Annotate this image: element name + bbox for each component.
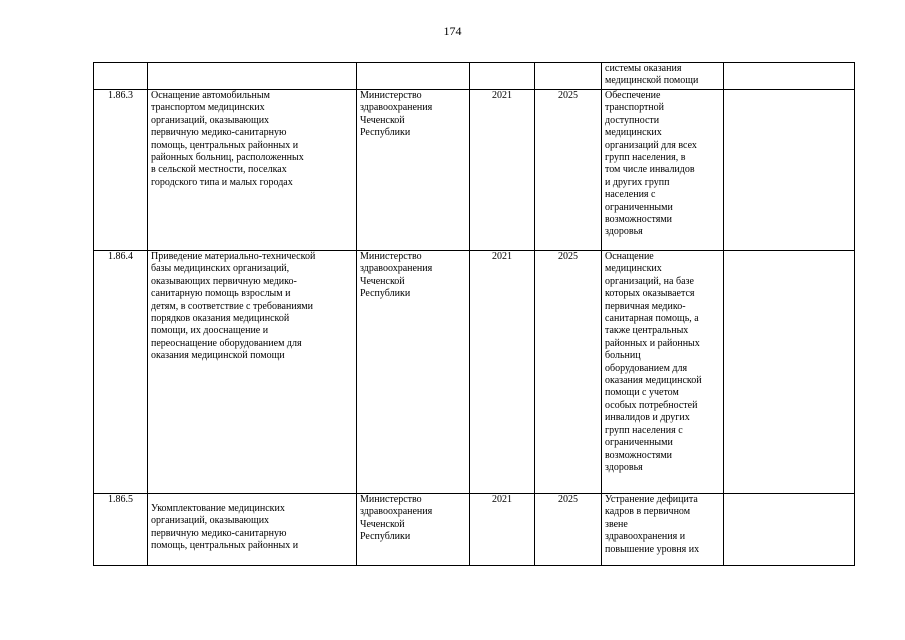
cell-line: порядков оказания медицинской xyxy=(151,313,290,325)
task-cell xyxy=(148,63,357,90)
row-number: 1.86.3 xyxy=(94,90,148,251)
cell-line: организаций для всех xyxy=(605,139,697,151)
cell-line: транспортом медицинских xyxy=(151,102,265,114)
result-cell xyxy=(602,90,724,251)
cell-line: санитарную помощь взрослым и xyxy=(151,288,291,300)
start-year: 2021 xyxy=(470,251,535,494)
cell-line: Министерство xyxy=(360,251,422,262)
cell-line: Приведение материально-технической xyxy=(151,251,316,262)
cell-line: организаций, оказывающих xyxy=(151,515,270,527)
table-row xyxy=(94,251,855,494)
cell-line: помощи с учетом xyxy=(605,387,679,399)
measures-table xyxy=(93,62,855,566)
start-year: 2021 xyxy=(470,494,535,566)
cell-line: повышение уровня их xyxy=(605,543,700,555)
cell-line: Укомплектование медицинских xyxy=(151,503,285,514)
row-number xyxy=(94,63,148,90)
cell-line: Республики xyxy=(360,288,411,300)
table-row xyxy=(94,63,855,90)
cell-line: кадров в первичном xyxy=(605,506,691,518)
executor-cell xyxy=(357,494,470,566)
cell-line: Чеченской xyxy=(360,114,405,126)
cell-line: транспортной xyxy=(605,102,665,114)
cell-line: помощь, центральных районных и xyxy=(151,139,299,151)
cell-line: Министерство xyxy=(360,494,422,505)
task-cell xyxy=(148,494,357,566)
note-cell xyxy=(724,494,855,566)
cell-line: медицинской помощи xyxy=(605,75,699,87)
cell-line: санитарная помощь, а xyxy=(605,313,699,325)
cell-line: возможностями xyxy=(605,214,673,226)
cell-line: также центральных xyxy=(605,325,689,337)
cell-line: Чеченской xyxy=(360,518,405,530)
cell-line: Чеченской xyxy=(360,275,405,287)
cell-line: городского типа и малых городах xyxy=(151,176,293,188)
row-number: 1.86.5 xyxy=(94,494,148,566)
start-year: 2021 xyxy=(470,90,535,251)
cell-line: Оснащение xyxy=(605,251,654,262)
cell-line: помощь, центральных районных и xyxy=(151,540,299,552)
row-number: 1.86.4 xyxy=(94,251,148,494)
cell-line: групп населения с xyxy=(605,424,683,436)
note-cell xyxy=(724,251,855,494)
end-year xyxy=(535,63,602,90)
executor-cell xyxy=(357,251,470,494)
cell-line: медицинских xyxy=(605,263,662,275)
cell-line: районных и районных xyxy=(605,337,700,349)
cell-line: том числе инвалидов xyxy=(605,164,695,176)
cell-line: системы оказания xyxy=(605,63,682,74)
executor-cell xyxy=(357,90,470,251)
cell-line: переоснащение оборудованием для xyxy=(151,337,302,349)
cell-line: звене xyxy=(605,518,628,530)
cell-line: Обеспечение xyxy=(605,90,661,101)
cell-line: первичную медико-санитарную xyxy=(151,127,287,139)
cell-line: детям, в соответствие с требованиями xyxy=(151,300,313,312)
table-row xyxy=(94,494,855,566)
note-cell xyxy=(724,90,855,251)
cell-line: Министерство xyxy=(360,90,422,101)
cell-line: помощи, их дооснащение и xyxy=(151,325,269,337)
cell-line: здравоохранения xyxy=(360,102,433,114)
cell-line: которых оказывается xyxy=(605,288,695,300)
cell-line: оборудованием для xyxy=(605,362,688,374)
cell-line: возможностями xyxy=(605,449,673,461)
cell-line: особых потребностей xyxy=(605,399,698,411)
result-cell xyxy=(602,494,724,566)
page-number: 174 xyxy=(443,24,462,38)
cell-line: организаций, на базе xyxy=(605,275,694,287)
cell-line: Республики xyxy=(360,127,411,139)
cell-line: оказания медицинской xyxy=(605,375,702,387)
end-year: 2025 xyxy=(535,494,602,566)
cell-line: базы медицинских организаций, xyxy=(151,263,290,275)
cell-line: населения с xyxy=(605,189,656,201)
cell-line: Республики xyxy=(360,531,411,543)
cell-line: здравоохранения xyxy=(360,263,433,275)
cell-line: в сельской местности, поселках xyxy=(151,164,287,176)
end-year: 2025 xyxy=(535,90,602,251)
cell-line: Устранение дефицита xyxy=(605,494,698,505)
cell-line: ограниченными xyxy=(605,437,673,449)
cell-line: организаций, оказывающих xyxy=(151,114,270,126)
cell-line: Оснащение автомобильным xyxy=(151,90,270,101)
cell-line: районных больниц, расположенных xyxy=(151,152,304,164)
cell-line: оказания медицинской помощи xyxy=(151,350,285,362)
cell-line: здравоохранения xyxy=(360,506,433,518)
end-year: 2025 xyxy=(535,251,602,494)
cell-line: медицинских xyxy=(605,127,662,139)
start-year xyxy=(470,63,535,90)
cell-line: здоровья xyxy=(605,226,643,238)
cell-line: здоровья xyxy=(605,461,643,473)
table-row xyxy=(94,90,855,251)
cell-line: оказывающих первичную медико- xyxy=(151,275,297,287)
cell-line: инвалидов и других xyxy=(605,412,690,424)
task-cell xyxy=(148,90,357,251)
task-cell xyxy=(148,251,357,494)
cell-line: первичная медико- xyxy=(605,300,686,312)
cell-line: здравоохранения и xyxy=(605,531,686,543)
result-cell xyxy=(602,63,724,90)
cell-line: групп населения, в xyxy=(605,152,686,164)
cell-line: первичную медико-санитарную xyxy=(151,527,287,539)
result-cell xyxy=(602,251,724,494)
note-cell xyxy=(724,63,855,90)
cell-line: больниц xyxy=(605,350,641,362)
executor-cell xyxy=(357,63,470,90)
cell-line: ограниченными xyxy=(605,201,673,213)
cell-line: и других групп xyxy=(605,176,670,188)
cell-line: доступности xyxy=(605,114,660,126)
